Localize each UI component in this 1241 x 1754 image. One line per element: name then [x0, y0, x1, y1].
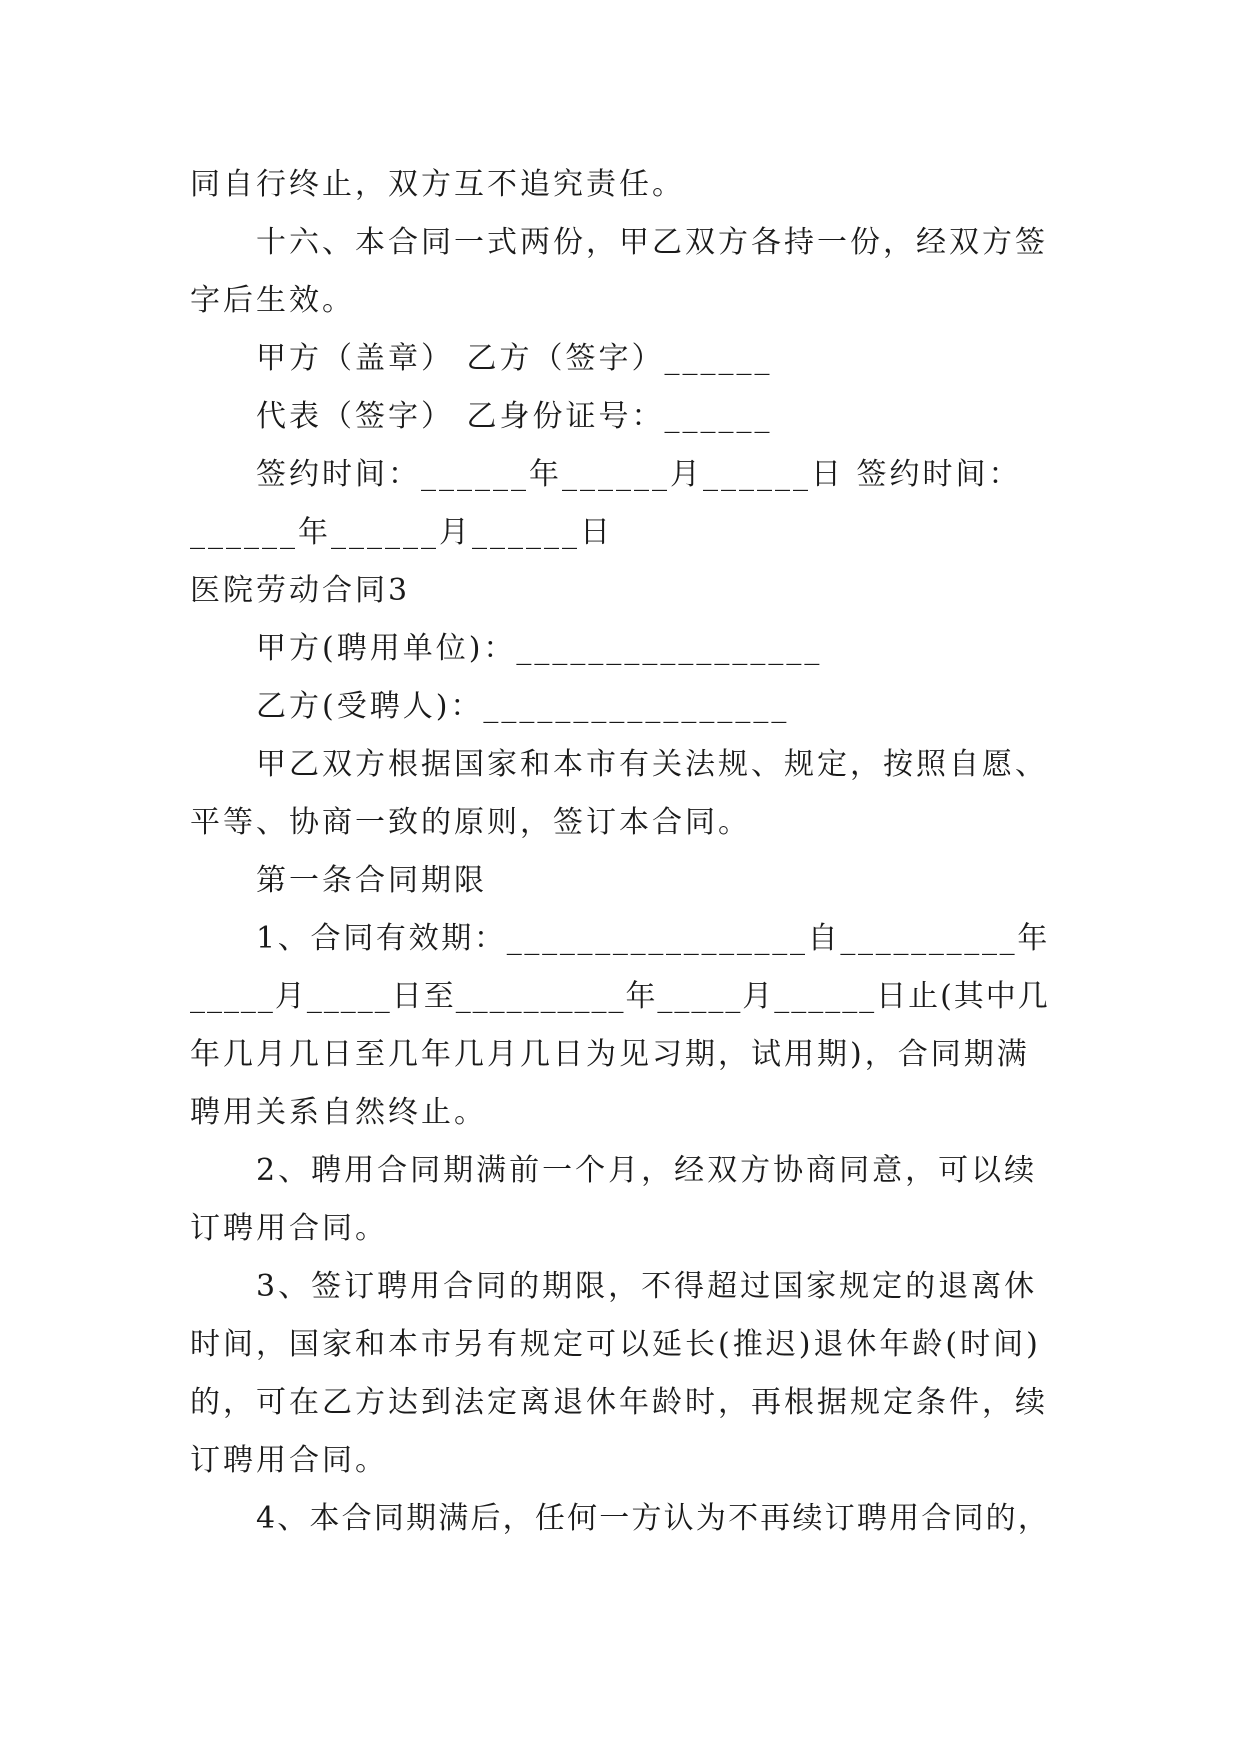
text-line: 聘用关系自然终止。 [190, 1095, 487, 1130]
text-line: 甲乙双方根据国家和本市有关法规、规定，按照自愿、 [256, 747, 1048, 782]
text-line: 年几月几日至几年几月几日为见习期，试用期)，合同期满 [190, 1037, 1030, 1072]
employer-field: 甲方(聘用单位)：_________________ [256, 631, 823, 666]
text-line: 同自行终止，双方互不追究责任。 [190, 167, 685, 202]
text-line: 十六、本合同一式两份，甲乙双方各持一份，经双方签 [256, 225, 1048, 260]
text-line: 时间，国家和本市另有规定可以延长(推迟)退休年龄(时间) [190, 1327, 1041, 1362]
text-line: 订聘用合同。 [190, 1443, 388, 1478]
article-heading: 第一条合同期限 [256, 863, 487, 898]
section-title: 医院劳动合同3 [190, 573, 411, 608]
text-line: 平等、协商一致的原则，签订本合同。 [190, 805, 751, 840]
text-line: 订聘用合同。 [190, 1211, 388, 1246]
text-line: 的，可在乙方达到法定离退休年龄时，再根据规定条件，续 [190, 1385, 1048, 1420]
text-line: 2、聘用合同期满前一个月，经双方协商同意，可以续 [256, 1153, 1038, 1188]
employee-field: 乙方(受聘人)：_________________ [256, 689, 790, 724]
signing-date-line: ______年______月______日 [190, 515, 613, 550]
text-line: 1、合同有效期：_________________自__________年 [256, 921, 1051, 956]
signature-line-party-a: 甲方（盖章） 乙方（签字）______ [256, 341, 773, 376]
text-line: 4、本合同期满后，任何一方认为不再续订聘用合同的， [256, 1501, 1051, 1536]
text-line: 3、签订聘用合同的期限，不得超过国家规定的退离休 [256, 1269, 1038, 1304]
text-line: 字后生效。 [190, 283, 355, 318]
text-line: _____月_____日至__________年_____月______日止(其中几 [190, 979, 1050, 1014]
signature-line-representative: 代表（签字） 乙身份证号：______ [256, 399, 773, 434]
signing-date-line: 签约时间：______年______月______日 签约时间： [256, 457, 1022, 492]
